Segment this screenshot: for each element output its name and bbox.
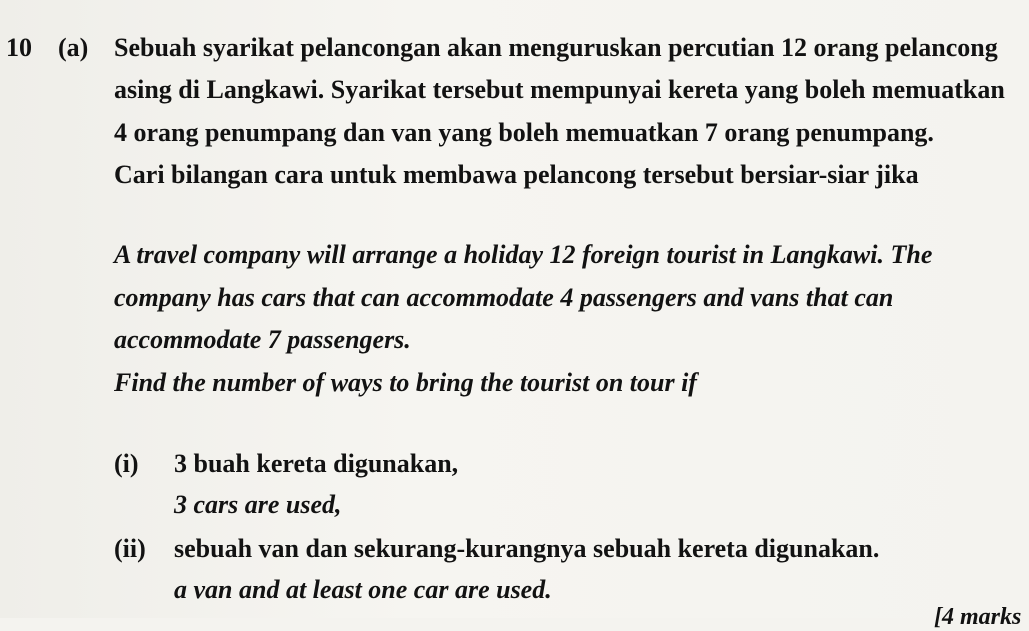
- question-number: 10: [6, 33, 32, 62]
- malay-line-1: Sebuah syarikat pelancongan akan menguruskan percutian 12 orang pelancong: [114, 33, 998, 62]
- english-line-4: Find the number of ways to bring the tourist on tour if: [114, 368, 697, 397]
- english-line-2: company has cars that can accommodate 4 passengers and vans that can: [114, 283, 894, 312]
- subpart-i-label: (i): [114, 449, 139, 478]
- malay-line-4: Cari bilangan cara untuk membawa pelancong tersebut bersiar-siar jika: [114, 160, 919, 189]
- malay-line-3: 4 orang penumpang dan van yang boleh memuatkan 7 orang penumpang.: [114, 118, 934, 147]
- subpart-i-malay: 3 buah kereta digunakan,: [174, 449, 459, 478]
- english-line-1: A travel company will arrange a holiday 12 foreign tourist in Langkawi. The: [114, 240, 933, 269]
- question-part-label: (a): [58, 33, 89, 62]
- subpart-ii-label: (ii): [114, 534, 146, 563]
- subpart-ii-malay: sebuah van dan sekurang-kurangnya sebuah kereta digunakan.: [174, 534, 880, 563]
- malay-line-2: asing di Langkawi. Syarikat tersebut mempunyai kereta yang boleh memuatkan: [114, 75, 1005, 104]
- subpart-i-english: 3 cars are used,: [174, 490, 342, 519]
- subpart-ii-english: a van and at least one car are used.: [174, 575, 552, 604]
- marks-label: [4 marks: [934, 604, 1022, 630]
- english-line-3: accommodate 7 passengers.: [114, 325, 411, 354]
